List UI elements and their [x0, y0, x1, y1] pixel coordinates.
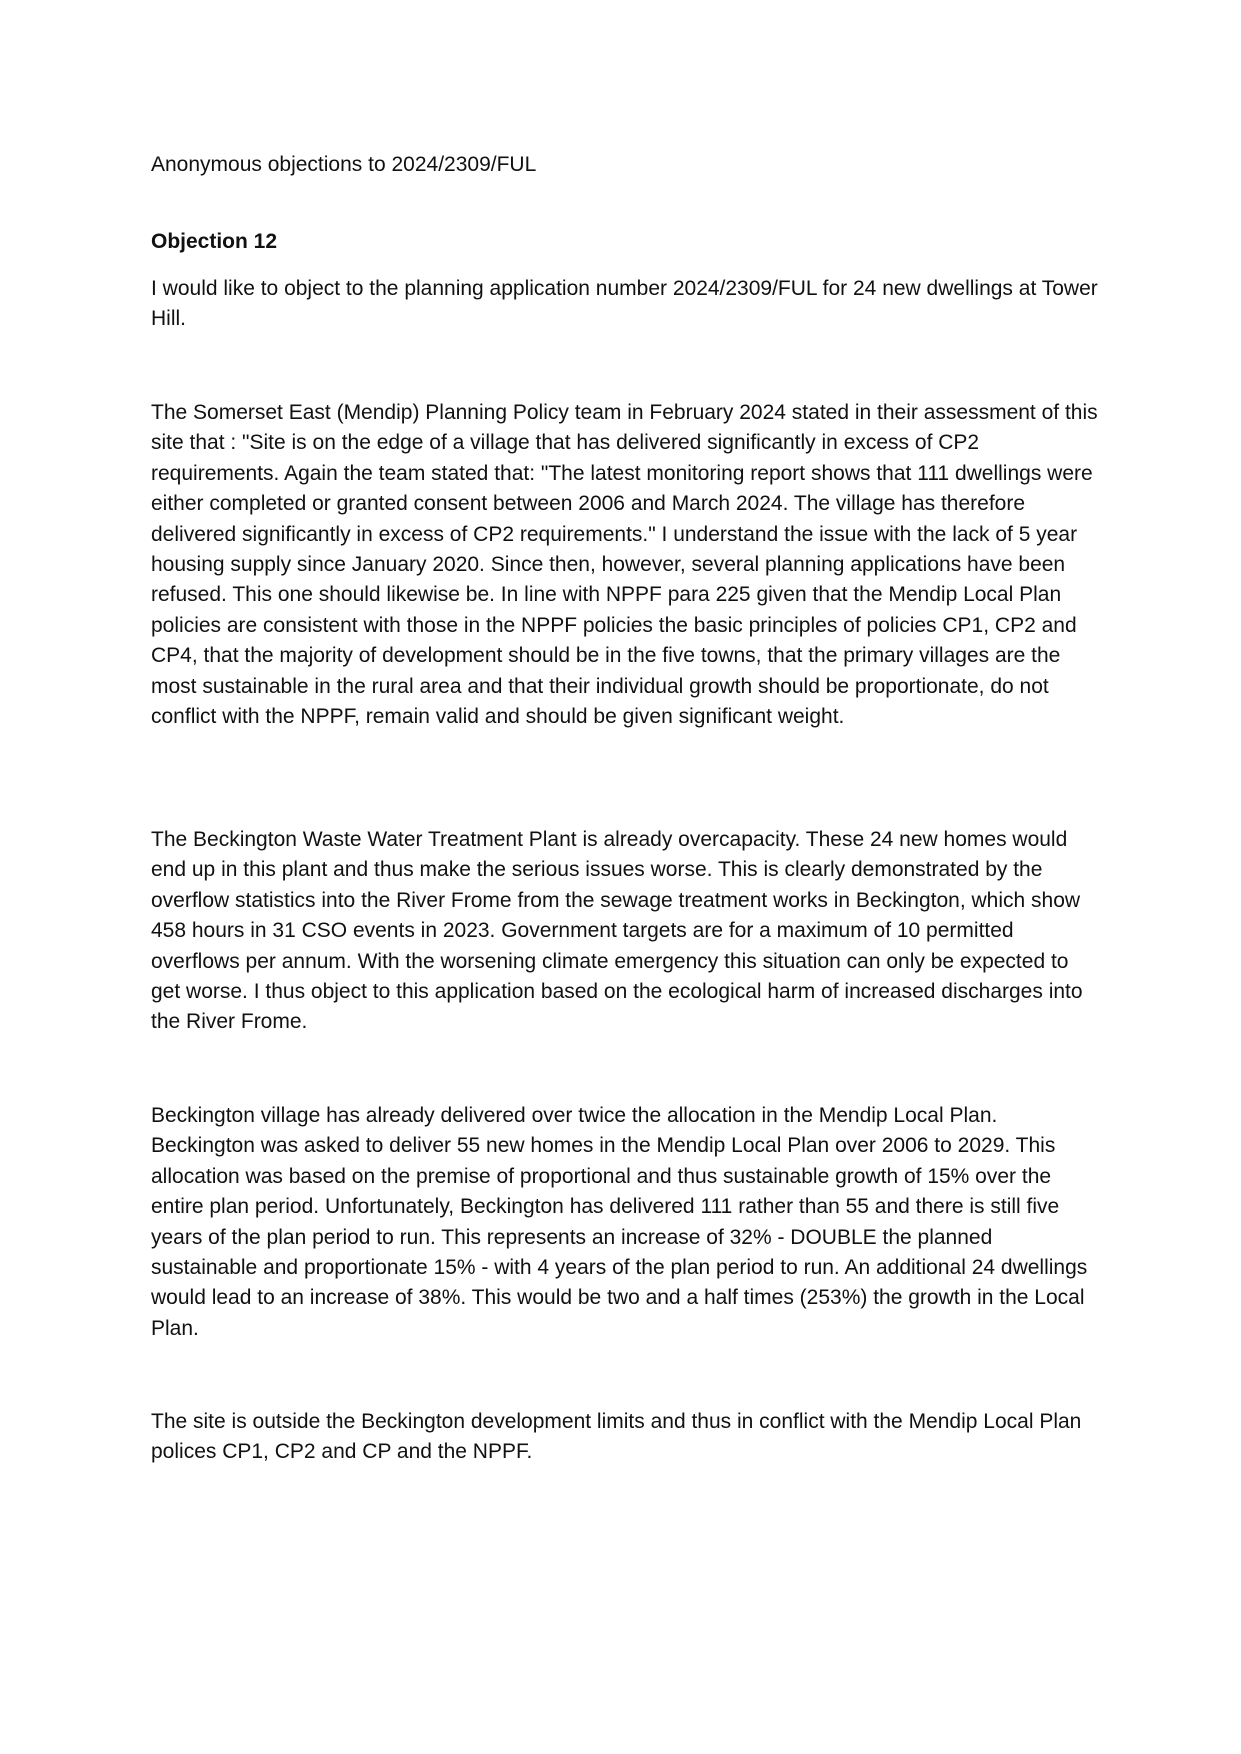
paragraph-development-limits: The site is outside the Beckington development limits and thus in conflict with the Mendip Local Plan polices CP1, CP2 and CP and the NPPF.: [151, 1410, 1082, 1464]
paragraph-planning-policy: The Somerset East (Mendip) Planning Policy team in February 2024 stated in their assessment of this site that : "Site is on the edge of a village that has delivered significantly in excess of CP2 requirements. Again the team stated that: "The latest monitoring report shows that 111 dwellings were either completed or granted consent between 2006 and March 2024. The village has therefore delivered significantly in excess of CP2 requirements." I understand the issue with the lack of 5 year housing supply since January 2020. Since then, however, several planning applications have been refused. This one should likewise be. In line with NPPF para 225 given that the Mendip Local Plan policies are consistent with those in the NPPF policies the basic principles of policies CP1, CP2 and CP4, that the majority of development should be in the five towns, that the primary villages are the most sustainable in the rural area and that their individual growth should be proportionate, do not conflict with the NPPF, remain valid and should be given significant weight.: [151, 401, 1098, 729]
document-header: Anonymous objections to 2024/2309/FUL: [151, 153, 537, 176]
paragraph-waste-water: The Beckington Waste Water Treatment Plant is already overcapacity. These 24 new homes would end up in this plant and thus make the serious issues worse. This is clearly demonstrated by the overflow statistics into the River Frome from the sewage treatment works in Beckington, which show 458 hours in 31 CSO events in 2023. Government targets are for a maximum of 10 permitted overflows per annum. With the worsening climate emergency this situation can only be expected to get worse. I thus object to this application based on the ecological harm of increased discharges into the River Frome.: [151, 828, 1083, 1034]
paragraph-intro: I would like to object to the planning application number 2024/2309/FUL for 24 new dwellings at Tower Hill.: [151, 277, 1098, 331]
paragraph-allocation: Beckington village has already delivered over twice the allocation in the Mendip Local Plan. Beckington was asked to deliver 55 new homes in the Mendip Local Plan over 2006 to 2029. This allocation was based on the premise of proportional and thus sustainable growth of 15% over the entire plan period. Unfortunately, Beckington has delivered 111 rather than 55 and there is still five years of the plan period to run. This represents an increase of 32% - DOUBLE the planned sustainable and proportionate 15% - with 4 years of the plan period to run. An additional 24 dwellings would lead to an increase of 38%. This would be two and a half times (253%) the growth in the Local Plan.: [151, 1104, 1088, 1340]
objection-heading: Objection 12: [151, 230, 278, 253]
